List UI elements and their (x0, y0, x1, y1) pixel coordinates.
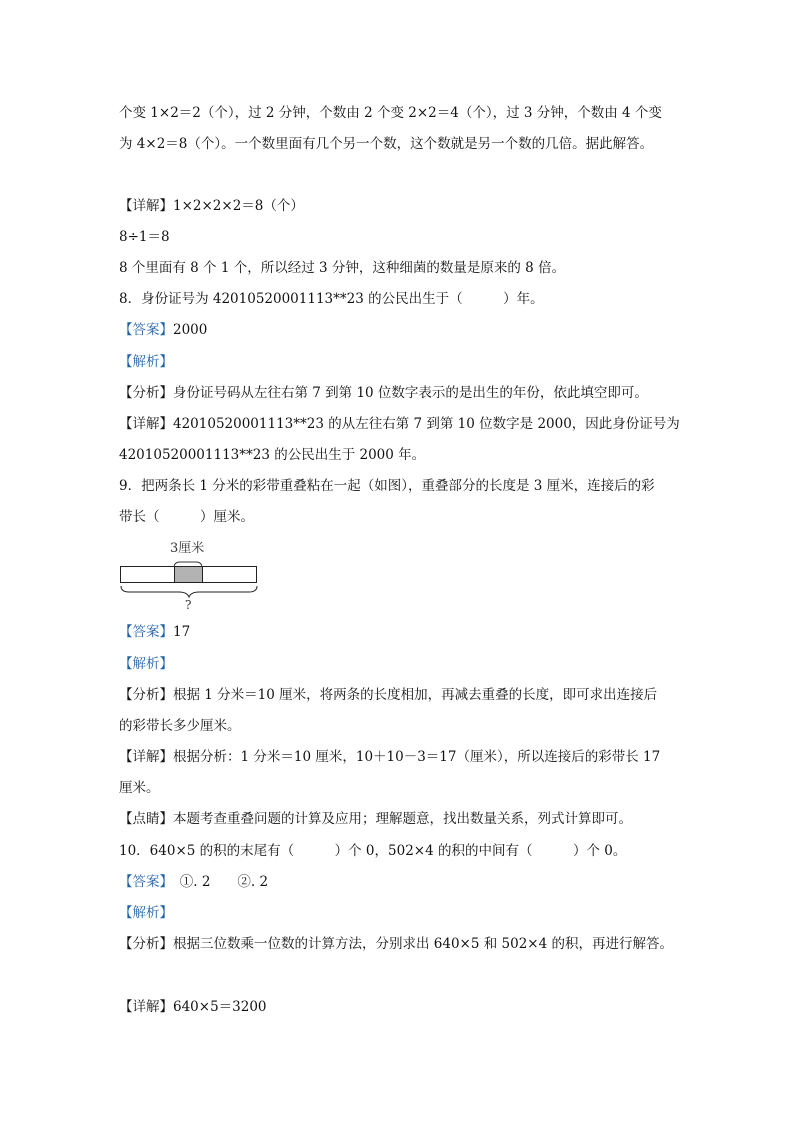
overlap-region (175, 567, 203, 583)
question-10: 10．640×5 的积的末尾有（ ）个 0，502×4 的积的中间有（ ）个 0。 (119, 843, 627, 859)
analysis-9-a: 【分析】根据 1 分米＝10 厘米，将两条的长度相加，再减去重叠的长度，即可求出连接后 (119, 687, 658, 703)
comment-9: 【点睛】本题考查重叠问题的计算及应用；理解题意，找出数量关系，列式计算即可。 (119, 811, 632, 827)
section-tag: 【答案】 (119, 624, 173, 640)
detail-10: 【详解】640×5＝3200 (119, 999, 267, 1015)
detail-9-b: 厘米。 (119, 780, 160, 796)
analysis-heading-9 (119, 655, 173, 673)
answer-9: 【答案】17 (119, 624, 191, 640)
analysis-10: 【分析】根据三位数乘一位数的计算方法，分别求出 640×5 和 502×4 的积，再进行解答。 (119, 936, 673, 952)
detail-8-a: 【详解】42010520001113**23 的从左往右第 7 到第 10 位数字是 2000，因此身份证号为 (119, 416, 680, 432)
analysis-9-b: 的彩带长多少厘米。 (119, 718, 241, 734)
text-line-6: 8 个里面有 8 个 1 个，所以经过 3 分钟，这种细菌的数量是原来的 8 倍。 (119, 260, 566, 276)
section-tag: 【答案】 (119, 322, 173, 338)
analysis-heading-10 (119, 904, 173, 922)
detail-8-b: 42010520001113**23 的公民出生于 2000 年。 (119, 447, 426, 463)
analysis-8: 【分析】身份证号码从左往右第 7 到第 10 位数字表示的是出生的年份，依此填空即可。 (119, 385, 648, 401)
section-tag: 【解析】 (119, 905, 173, 921)
section-tag: 【解析】 (119, 354, 173, 370)
detail-9-a: 【详解】根据分析：1 分米＝10 厘米，10＋10－3＝17（厘米），所以连接后的彩带长 17 (119, 749, 661, 765)
overlap-label: 3厘米 (170, 541, 205, 556)
text-line-1: 个变 1×2＝2（个），过 2 分钟，个数由 2 个变 2×2＝4（个），过 3 分钟，个数由 4 个变 (119, 105, 662, 121)
question-9-a: 9．把两条长 1 分米的彩带重叠粘在一起（如图），重叠部分的长度是 3 厘米，连接后的彩 (119, 478, 655, 494)
question-9-b: 带长（ ）厘米。 (119, 509, 254, 525)
answer-8: 【答案】2000 (119, 322, 208, 338)
section-tag: 【解析】 (119, 656, 173, 672)
total-brace-bottom (121, 586, 257, 597)
analysis-heading-8 (119, 353, 173, 371)
text-line-5: 8÷1＝8 (119, 229, 170, 245)
question-8: 8．身份证号为 42010520001113**23 的公民出生于（ ）年。 (119, 291, 544, 307)
section-tag: 【答案】 (119, 874, 167, 890)
ribbon-overlap-figure (119, 538, 259, 614)
text-line-2: 为 4×2＝8（个）。一个数里面有几个另一个数，这个数就是另一个数的几倍。据此解答。 (119, 136, 654, 152)
unknown-label: ? (185, 598, 192, 612)
answer-10: 【答案】 ①. 2 ②. 2 (119, 874, 269, 890)
text-line-4: 【详解】1×2×2×2＝8（个） (119, 198, 304, 214)
